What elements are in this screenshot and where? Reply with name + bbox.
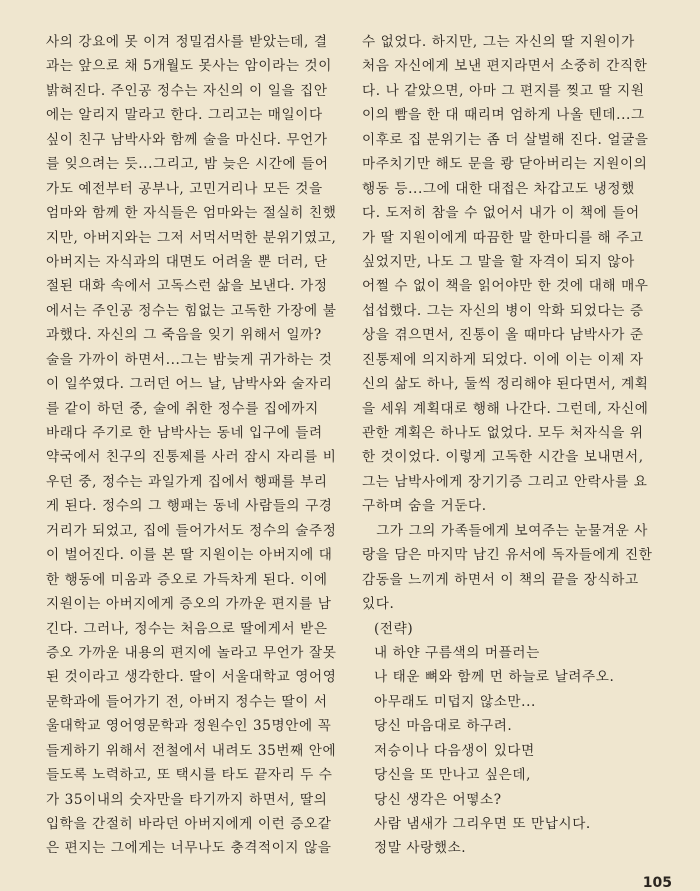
text-line: 지원이는 아버지에게 증오의 가까운 편지를 남 xyxy=(46,596,332,613)
text-line: 이후로 집 분위기는 좀 더 살벌해 진다. 얼굴을 xyxy=(362,131,649,148)
page-number: 105 xyxy=(642,875,672,891)
text-line: 바래다 주기로 한 남박사는 동네 입구에 들려 xyxy=(46,425,323,441)
text-line: 을 세워 계획대로 행해 나간다. 그런데, 자신에 xyxy=(362,400,649,417)
text-line: 를 잊으려는 듯...그리고, 밤 늦은 시간에 들어 xyxy=(46,156,329,173)
poem-line: (전략) xyxy=(374,620,414,637)
text-line: 밝혀진다. 주인공 정수는 자신의 이 일을 집안 xyxy=(46,82,328,99)
left-column xyxy=(46,30,342,861)
poem-line: 내 하얀 구름색의 머플러는 xyxy=(374,644,540,661)
text-line: 관한 계획은 하나도 없었다. 모두 처자식을 위 xyxy=(362,425,644,441)
text-line: 게 된다. 정수의 그 행패는 동네 사람들의 구경 xyxy=(46,498,333,515)
text-line: 가 35이내의 숫자만을 타기까지 하면서, 딸의 xyxy=(46,791,328,808)
text-line: 약국에서 친구의 진통제를 사러 잠시 자리를 비 xyxy=(46,449,337,466)
text-line: 에는 알리지 말라고 한다. 그리고는 매일이다 xyxy=(46,107,323,124)
text-line: 아버지는 자식과의 대면도 어려울 뿐 더러, 단 xyxy=(46,253,328,270)
poem-line: 사람 냄새가 그리우면 또 만납시다. xyxy=(374,816,591,832)
text-line: 우던 중, 정수는 과일가게 집에서 행패를 부리 xyxy=(46,473,328,490)
text-line: 이의 빰을 한 대 때리며 엄하게 나올 텐데...그 xyxy=(362,107,645,124)
text-line: 된 것이라고 생각한다. 딸이 서울대학교 영어영 xyxy=(46,669,337,686)
poem-line: 나 태운 뼈와 함께 먼 하늘로 날려주오. xyxy=(374,669,615,686)
text-line: 과했다. 자신의 그 죽음을 잊기 위해서 일까? xyxy=(46,327,322,344)
text-line: 들게하기 위해서 전철에서 내려도 35번째 안에 xyxy=(46,742,337,759)
text-line: 한 행동에 미움과 증오로 가득차게 된다. 이에 xyxy=(46,571,328,588)
poem-line: 당신 마음대로 하구려. xyxy=(374,718,513,735)
text-line: 엄마와 함께 한 자식들은 엄마와는 절실히 친했 xyxy=(46,205,337,222)
text-line: 문학과에 들어가기 전, 아버지 정수는 딸이 서 xyxy=(46,693,328,710)
text-line: 과는 앞으로 채 5개월도 못사는 암이라는 것이 xyxy=(46,58,332,75)
text-line: 감동을 느끼게 하면서 이 책의 끝을 장식하고 xyxy=(362,571,639,588)
poem-line: 당신을 또 만나고 싶은데, xyxy=(374,767,531,784)
text-line: 어쩔 수 없이 책을 읽어야만 한 것에 대해 매우 xyxy=(362,278,649,295)
text-line: 섭섭했다. 그는 자신의 병이 악화 되었다는 증 xyxy=(362,302,644,319)
poem-line: 정말 사랑했소. xyxy=(374,840,467,857)
text-line: 들도록 노력하고, 또 택시를 타도 끝자리 두 수 xyxy=(46,767,333,784)
text-line: 증오 가까운 내용의 편지에 놀라고 무언가 잘못 xyxy=(46,644,337,661)
text-line: 그는 남박사에게 장기기증 그리고 안락사를 요 xyxy=(362,473,648,490)
poem-line: 아무래도 미덥지 않소만... xyxy=(374,693,536,710)
text-line: 가 딸 지원이에게 따끔한 말 한마디를 해 주고 xyxy=(362,229,644,246)
text-line: 랑을 담은 마지막 남긴 유서에 독자들에게 진한 xyxy=(362,547,653,564)
text-line: 이 일쑤였다. 그러던 어느 날, 남박사와 술자리 xyxy=(46,376,333,393)
text-line: 다. 나 같았으면, 아마 그 편지를 찢고 딸 지원 xyxy=(362,82,645,99)
poem-line: 저승이나 다음생이 있다면 xyxy=(374,742,535,759)
text-line: 입학을 간절히 바라던 아버지에게 이런 증오같 xyxy=(46,816,332,832)
text-line: 지만, 아버지와는 그저 서먹서먹한 분위기였고, xyxy=(46,229,337,246)
text-line: 상을 겪으면서, 진통이 올 때마다 남박사가 준 xyxy=(362,327,644,344)
text-line: 가도 예전부터 공부나, 고민거리나 모든 것을 xyxy=(46,180,323,197)
text-line: 를 같이 하던 중, 술에 취한 정수를 집에까지 xyxy=(46,400,319,417)
text-line: 절된 대화 속에서 고독스런 삶을 보낸다. 가정 xyxy=(46,278,328,295)
text-line: 그가 그의 가족들에게 보여주는 눈물겨운 사 xyxy=(362,522,648,539)
text-line: 사의 강요에 못 이겨 정밀검사를 받았는데, 결 xyxy=(46,34,328,50)
text-line: 울대학교 영어영문학과 정원수인 35명안에 꼭 xyxy=(46,718,332,735)
poem-line: 당신 생각은 어떻소? xyxy=(374,791,502,808)
right-column xyxy=(362,30,658,861)
text-line: 진통제에 의지하게 되었다. 이에 이는 이제 자 xyxy=(362,351,644,368)
text-line: 술을 가까이 하면서...그는 밤늦게 귀가하는 것 xyxy=(46,351,333,368)
text-line: 싶이 친구 남박사와 함께 술을 마신다. 무언가 xyxy=(46,131,328,148)
text-line: 은 편지는 그에게는 너무나도 충격적이지 않을 xyxy=(46,840,332,857)
text-line: 있다. xyxy=(362,596,395,613)
text-line: 거리가 되었고, 집에 들어가서도 정수의 술주정 xyxy=(46,522,337,539)
text-line: 마주치기만 해도 문을 쾅 닫아버리는 지원이의 xyxy=(362,156,648,173)
text-line: 에서는 주인공 정수는 힘없는 고독한 가장에 불 xyxy=(46,302,337,319)
text-line: 수 없었다. 하지만, 그는 자신의 딸 지원이가 xyxy=(362,34,635,50)
text-line: 이 벌어진다. 이를 본 딸 지원이는 아버지에 대 xyxy=(46,547,333,564)
text-line: 처음 자신에게 보낸 편지라면서 소중히 간직한 xyxy=(362,58,648,75)
text-line: 다. 도저히 참을 수 없어서 내가 이 책에 들어 xyxy=(362,205,640,222)
text-line: 한 것이었다. 이렇게 고독한 시간을 보내면서, xyxy=(362,449,644,466)
text-line: 구하며 숨을 거둔다. xyxy=(362,498,487,515)
text-line: 긴다. 그러나, 정수는 처음으로 딸에게서 받은 xyxy=(46,620,328,637)
text-line: 행동 등...그에 대한 대접은 차갑고도 냉정했 xyxy=(362,180,635,197)
text-line: 싶었지만, 나도 그 말을 할 자격이 되지 않아 xyxy=(362,253,635,270)
text-line: 신의 삶도 하나, 둘씩 정리해야 된다면서, 계획 xyxy=(362,376,649,393)
